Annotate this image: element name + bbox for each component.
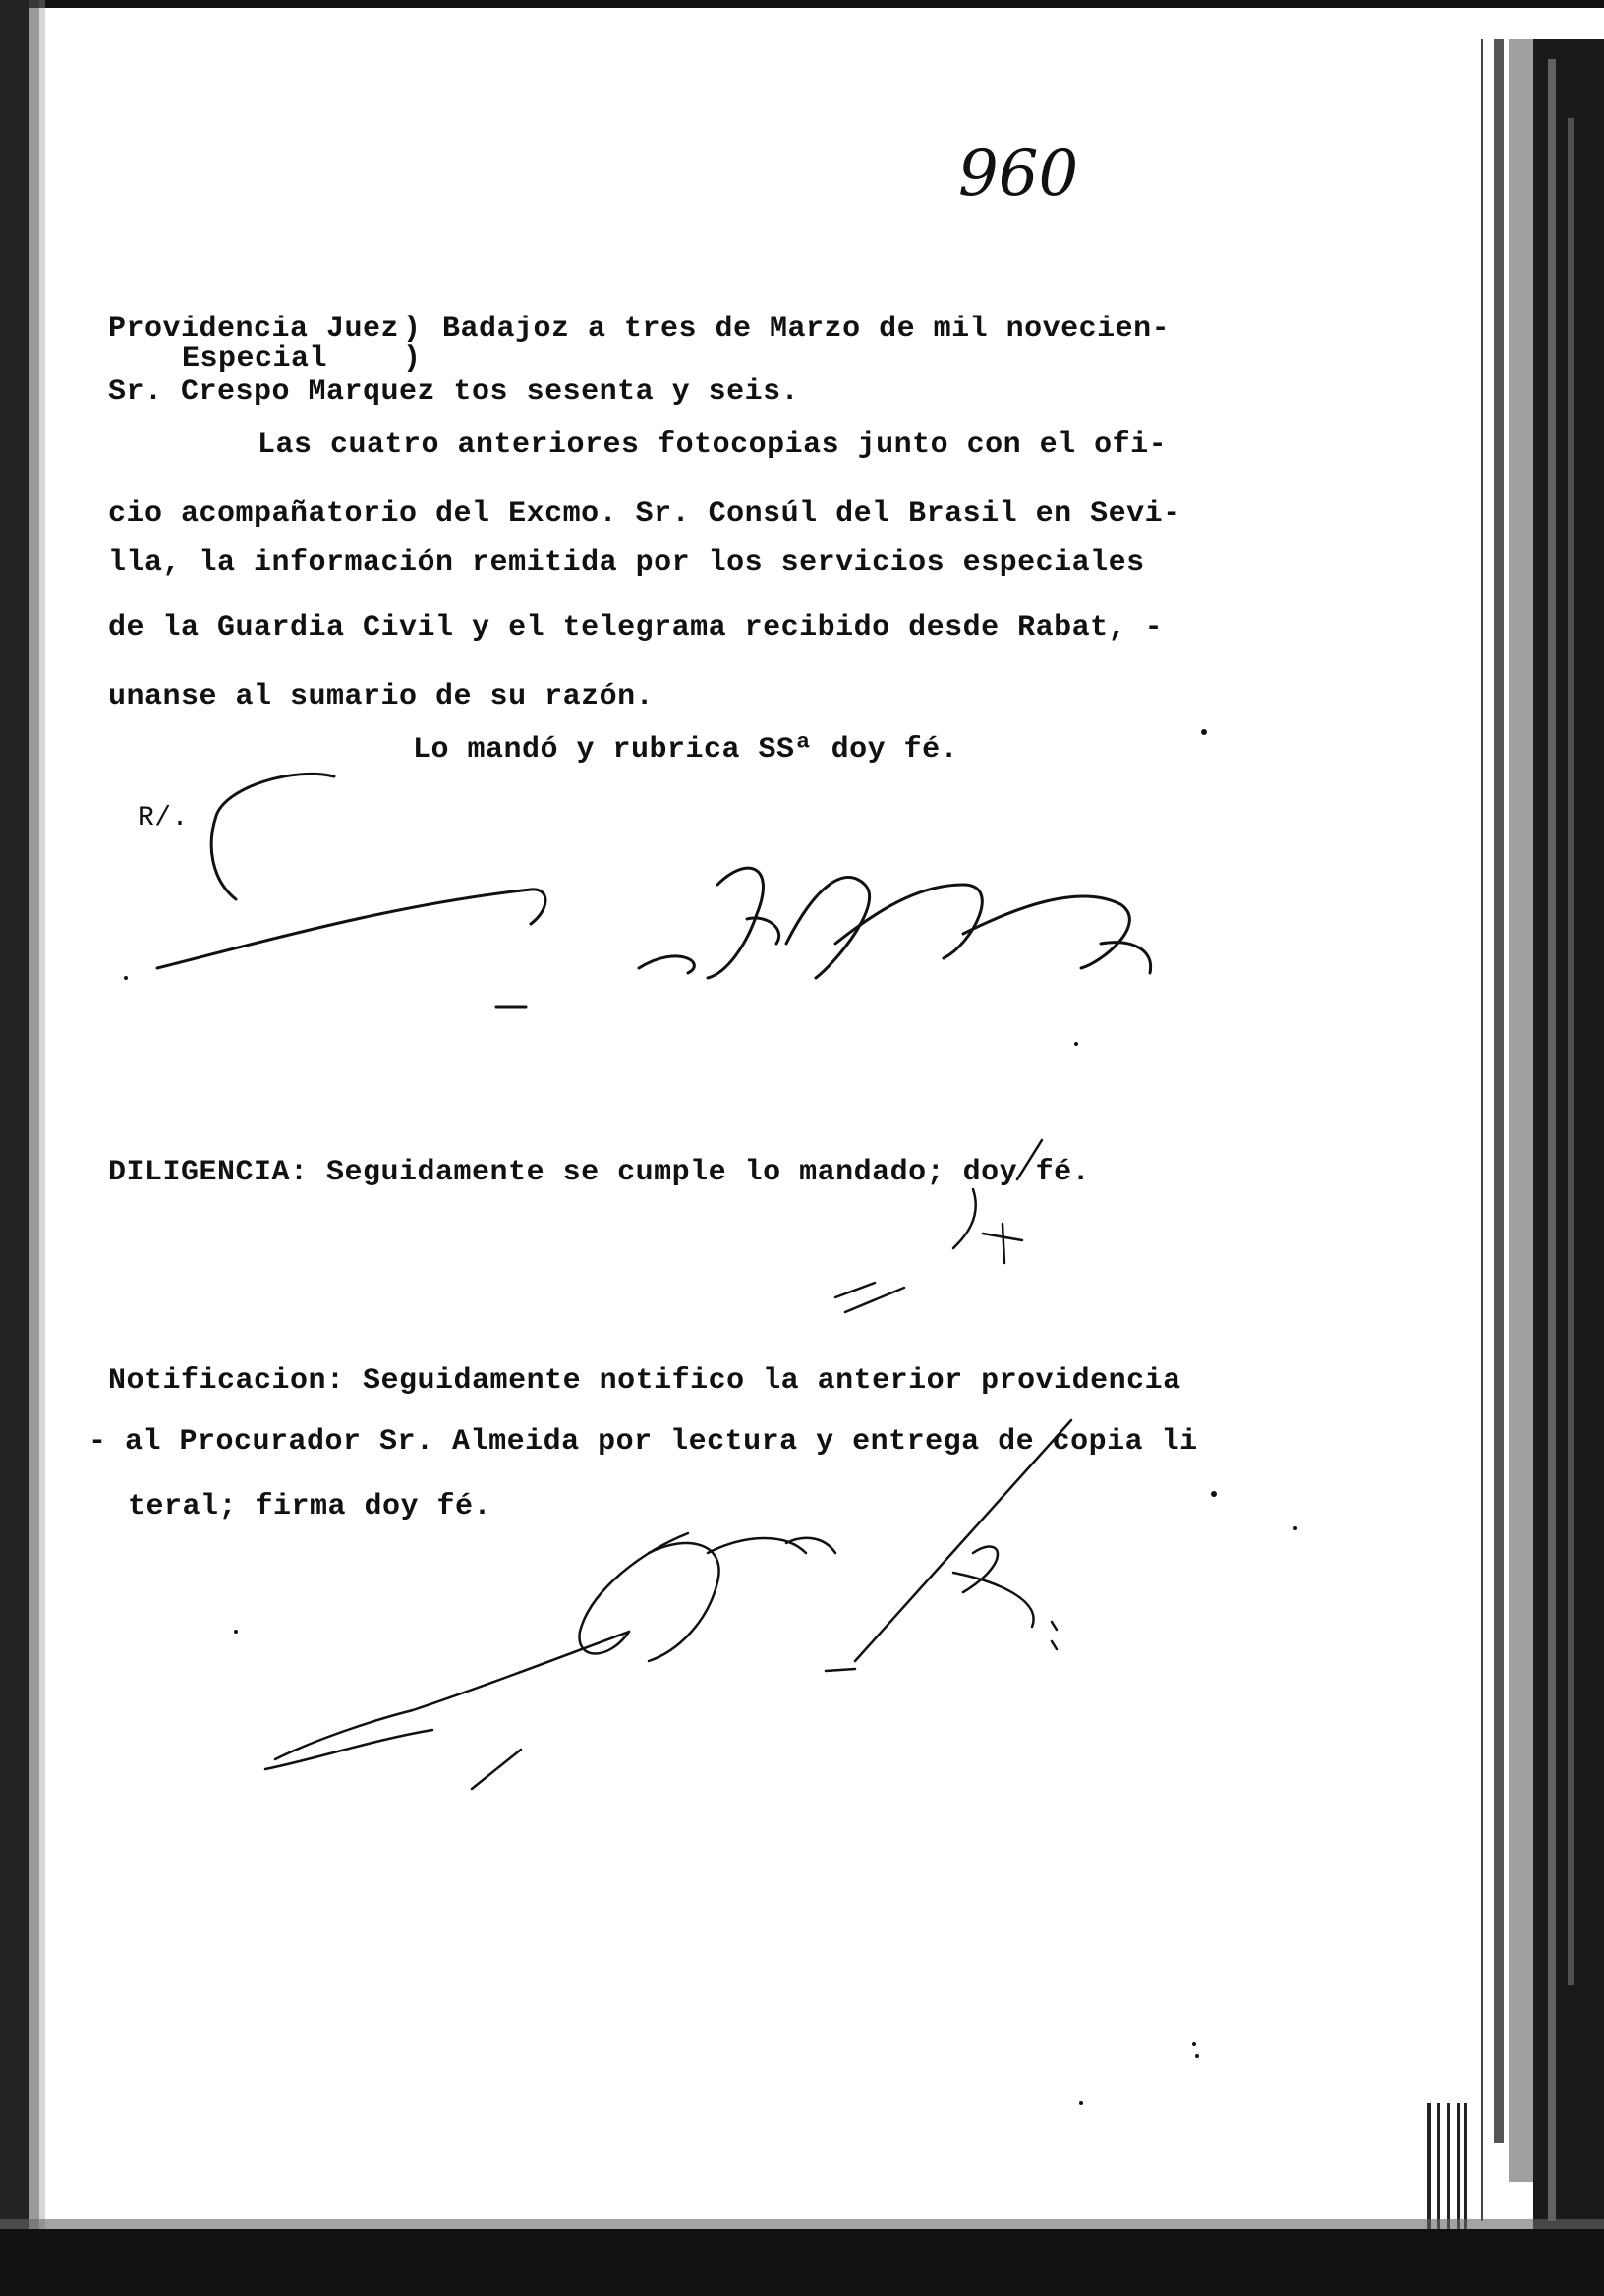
body-closing: Lo mandó y rubrica SSª doy fé. (413, 733, 959, 767)
page-number: 960 (958, 138, 1079, 210)
body-line-3: lla, la información remitida por los servicios especiales (108, 546, 1145, 580)
header-left-line2: Especial (182, 342, 328, 375)
body-line-4: de la Guardia Civil y el telegrama recibido desde Rabat, - (108, 611, 1164, 645)
header-left-line1: Providencia Juez (108, 313, 400, 346)
notificacion-line-2: - al Procurador Sr. Almeida por lectura y entrega de copia li (88, 1425, 1198, 1459)
notificacion-line-1: Notificacion: Seguidamente notifico la anterior providencia (108, 1364, 1181, 1398)
body-line-2: cio acompañatorio del Excmo. Sr. Consúl del Brasil en Sevi- (108, 497, 1181, 531)
body-line-1: Las cuatro anteriores fotocopias junto con el ofi- (258, 429, 1168, 462)
header-bracket-2: ) (403, 342, 422, 375)
notificacion-line-3: teral; firma doy fé. (128, 1490, 492, 1523)
header-right-line1: Badajoz a tres de Marzo de mil novecien- (442, 313, 1171, 346)
header-line3: Sr. Crespo Marquez tos sesenta y seis. (108, 375, 800, 409)
diligencia-line: DILIGENCIA: Seguidamente se cumple lo mandado; doy fé. (108, 1156, 1091, 1189)
body-line-5: unanse al sumario de su razón. (108, 680, 655, 714)
header-bracket-1: ) (403, 313, 422, 346)
rubric-label: R/. (138, 803, 189, 833)
